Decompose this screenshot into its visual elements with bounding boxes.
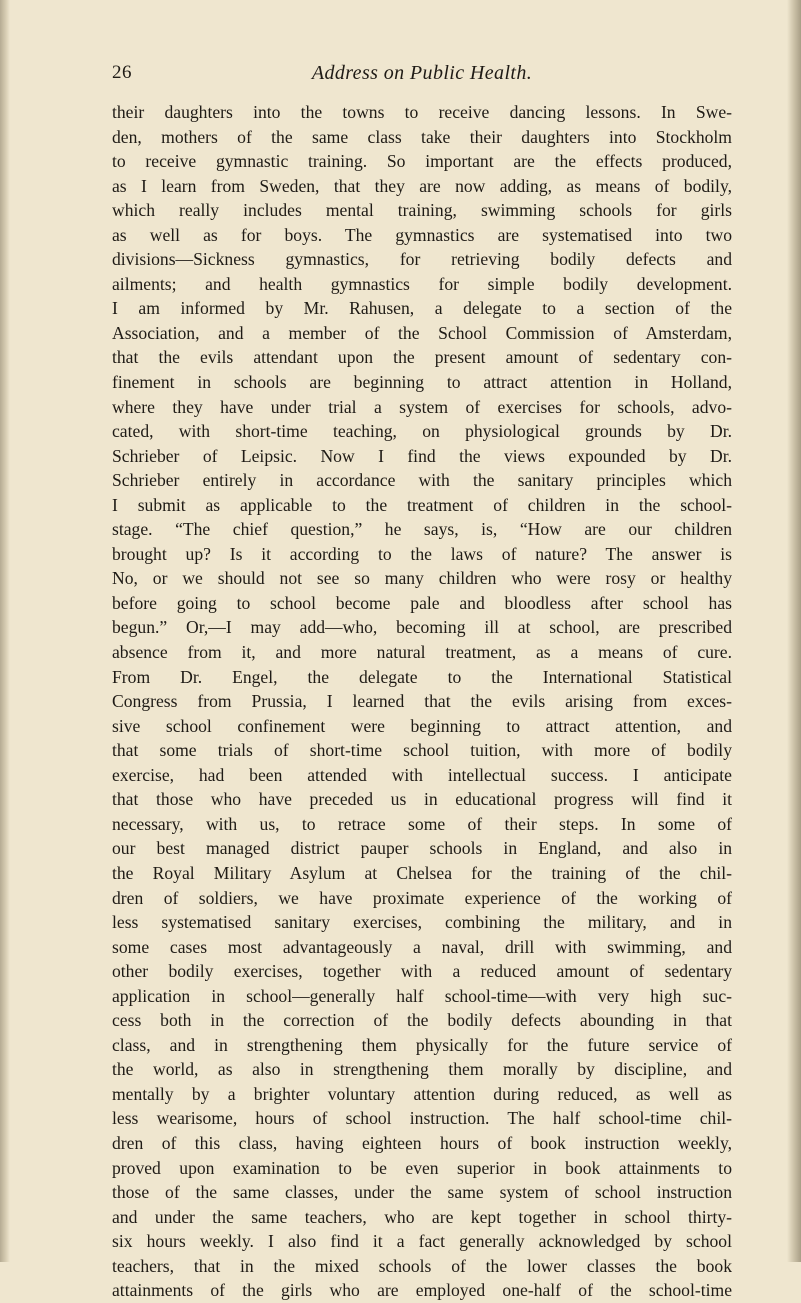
text-line: and under the same teachers, who are kept together in school thirty- [112, 1206, 732, 1227]
text-line: less wearisome, hours of school instruction. The half school-time chil- [112, 1108, 732, 1129]
text-line: dren of this class, having eighteen hours of book instruction weekly, [112, 1132, 732, 1153]
text-line: ailments; and health gymnastics for simple bodily development. [112, 273, 732, 294]
text-line: absence from it, and more natural treatment, as a means of cure. [112, 642, 732, 663]
text-line: before going to school become pale and bloodless after school has [112, 592, 732, 613]
text-line: dren of soldiers, we have proximate experience of the working of [112, 887, 732, 908]
text-line: mentally by a brighter voluntary attention during reduced, as well as [112, 1083, 732, 1104]
text-line: other bodily exercises, together with a reduced amount of sedentary [112, 961, 732, 982]
text-line: den, mothers of the same class take their daughters into Stockholm [112, 126, 732, 147]
text-line: I submit as applicable to the treatment of children in the school- [112, 494, 732, 515]
text-line: the Royal Military Asylum at Chelsea for the training of the chil- [112, 862, 732, 883]
text-line: some cases most advantageously a naval, drill with swimming, and [112, 936, 732, 957]
text-line: From Dr. Engel, the delegate to the International Statistical [112, 666, 732, 687]
running-title: Address on Public Health. [311, 62, 533, 84]
text-line: cess both in the correction of the bodily defects abounding in that [112, 1010, 732, 1031]
text-line: stage. “The chief question,” he says, is, “How are our children [112, 519, 732, 540]
text-line: our best managed district pauper schools in England, and also in [112, 838, 732, 859]
body-text [112, 100, 732, 1303]
text-line: their daughters into the towns to receive dancing lessons. In Swe- [112, 102, 732, 122]
text-line: attainments of the girls who are employed one-half of the school-time [112, 1280, 732, 1301]
page-number: 26 [112, 62, 132, 83]
text-line: I am informed by Mr. Rahusen, a delegate to a section of the [112, 298, 732, 319]
text-line: to receive gymnastic training. So important are the effects produced, [112, 151, 732, 172]
text-line: less systematised sanitary exercises, combining the military, and in [112, 912, 732, 933]
text-line: divisions—Sickness gymnastics, for retrieving bodily defects and [112, 249, 732, 270]
text-line: as well as for boys. The gymnastics are systematised into two [112, 224, 732, 245]
text-line: necessary, with us, to retrace some of their steps. In some of [112, 813, 732, 834]
text-line: that some trials of short-time school tuition, with more of bodily [112, 740, 732, 761]
text-line: proved upon examination to be even superior in book attainments to [112, 1157, 732, 1178]
text-line: that the evils attendant upon the present amount of sedentary con- [112, 347, 732, 368]
page-edge-left [0, 0, 10, 1262]
text-line: teachers, that in the mixed schools of the lower classes the book [112, 1255, 732, 1276]
text-line: finement in schools are beginning to attract attention in Holland, [112, 372, 732, 393]
text-line: cated, with short-time teaching, on physiological grounds by Dr. [112, 421, 732, 442]
text-line: the world, as also in strengthening them morally by discipline, and [112, 1059, 732, 1080]
text-line: Association, and a member of the School Commission of Amsterdam, [112, 322, 732, 343]
text-line: class, and in strengthening them physically for the future service of [112, 1034, 732, 1055]
text-line: as I learn from Sweden, that they are now adding, as means of bodily, [112, 175, 732, 196]
text-line: application in school—generally half school-time—with very high suc- [112, 985, 732, 1006]
text-line: Schrieber entirely in accordance with the sanitary principles which [112, 470, 732, 491]
text-line: six hours weekly. I also find it a fact generally acknowledged by school [112, 1231, 732, 1252]
text-line: exercise, had been attended with intellectual success. I anticipate [112, 764, 732, 785]
page-header [112, 62, 732, 86]
text-line: Schrieber of Leipsic. Now I find the views expounded by Dr. [112, 445, 732, 466]
text-line: those of the same classes, under the same system of school instruction [112, 1182, 732, 1203]
page-edge-right [787, 0, 801, 1262]
text-line: where they have under trial a system of exercises for schools, advo- [112, 396, 732, 417]
text-line: Congress from Prussia, I learned that the evils arising from exces- [112, 691, 732, 712]
text-line: brought up? Is it according to the laws of nature? The answer is [112, 543, 732, 564]
text-line: sive school confinement were beginning to attract attention, and [112, 715, 732, 736]
text-line: begun.” Or,—I may add—who, becoming ill at school, are prescribed [112, 617, 732, 638]
text-line: that those who have preceded us in educational progress will find it [112, 789, 732, 810]
text-line: which really includes mental training, swimming schools for girls [112, 200, 732, 221]
text-line: No, or we should not see so many children who were rosy or healthy [112, 568, 732, 589]
